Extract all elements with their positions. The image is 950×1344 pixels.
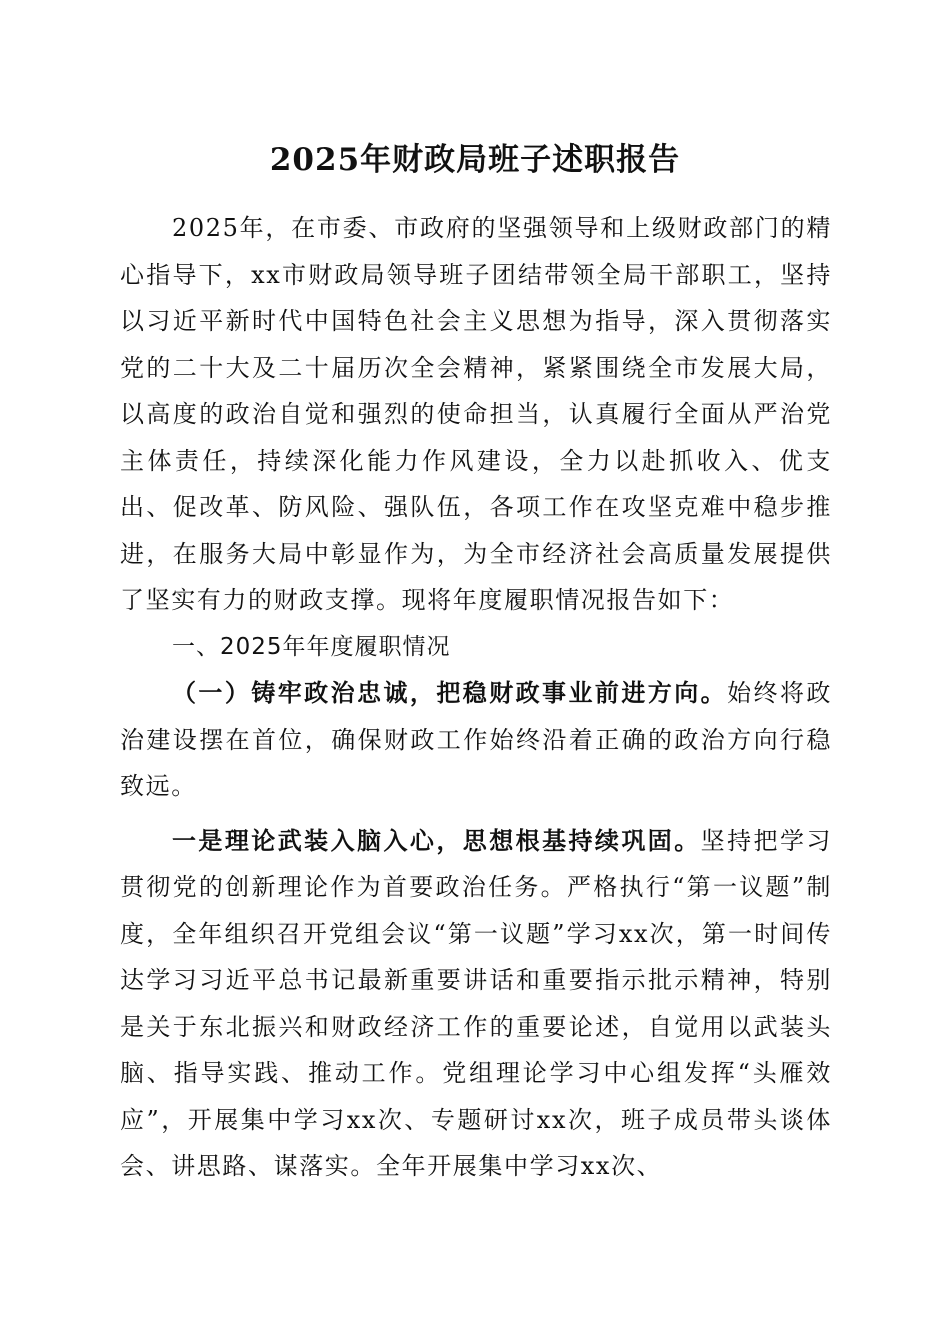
subsection-paragraph-1 bbox=[120, 670, 832, 810]
document-title: 2025年财政局班子述职报告 bbox=[269, 142, 681, 178]
section-heading-1: 一、2025年年度履职情况 bbox=[172, 633, 451, 660]
intro-paragraph: 2025年，在市委、市政府的坚强领导和上级财政部门的精心指导下，xx市财政局领导班子团结带领全局干部职工，坚持以习近平新时代中国特色社会主义思想为指导，深入贯彻落实党的二十大及二十届历次全会精神，紧紧围绕全市发展大局，以高度的政治自觉和强烈的使命担当，认真履行全面从严治党主体责任，持续深化能力作风建设，全力以赴抓收入、优支出、促改革、防风险、强队伍，各项工作在攻坚克难中稳步推进，在服务大局中彰显作为，为全市经济社会高质量发展提供了坚实有力的财政支撑。现将年度履职情况报告如下： bbox=[120, 214, 832, 614]
point-paragraph-1 bbox=[120, 818, 832, 1190]
subsection-lead-1: （一）铸牢政治忠诚，把稳财政事业前进方向。 bbox=[172, 678, 728, 707]
document-body bbox=[120, 205, 832, 1190]
point-lead-1: 一是理论武装入脑入心，思想根基持续巩固。 bbox=[172, 825, 701, 855]
subsection-text-1: 始终将政治建设摆在首位，确保财政工作始终沿着正确的政治方向行稳致远。 bbox=[120, 679, 832, 800]
point-text-1: 坚持把学习贯彻党的创新理论作为首要政治任务。严格执行“第一议题”制度，全年组织召开党组会议“第一议题”学习xx次，第一时间传达学习习近平总书记最新重要讲话和重要指示批示精神，特别是关于东北振兴和财政经济工作的重要论述，自觉用以武装头脑、指导实践、推动工作。党组理论学习中心组发挥“头雁效应”，开展集中学习xx次、专题研讨xx次，班子成员带头谈体会、讲思路、谋落实。全年开展集中学习xx次、 bbox=[120, 826, 833, 1180]
